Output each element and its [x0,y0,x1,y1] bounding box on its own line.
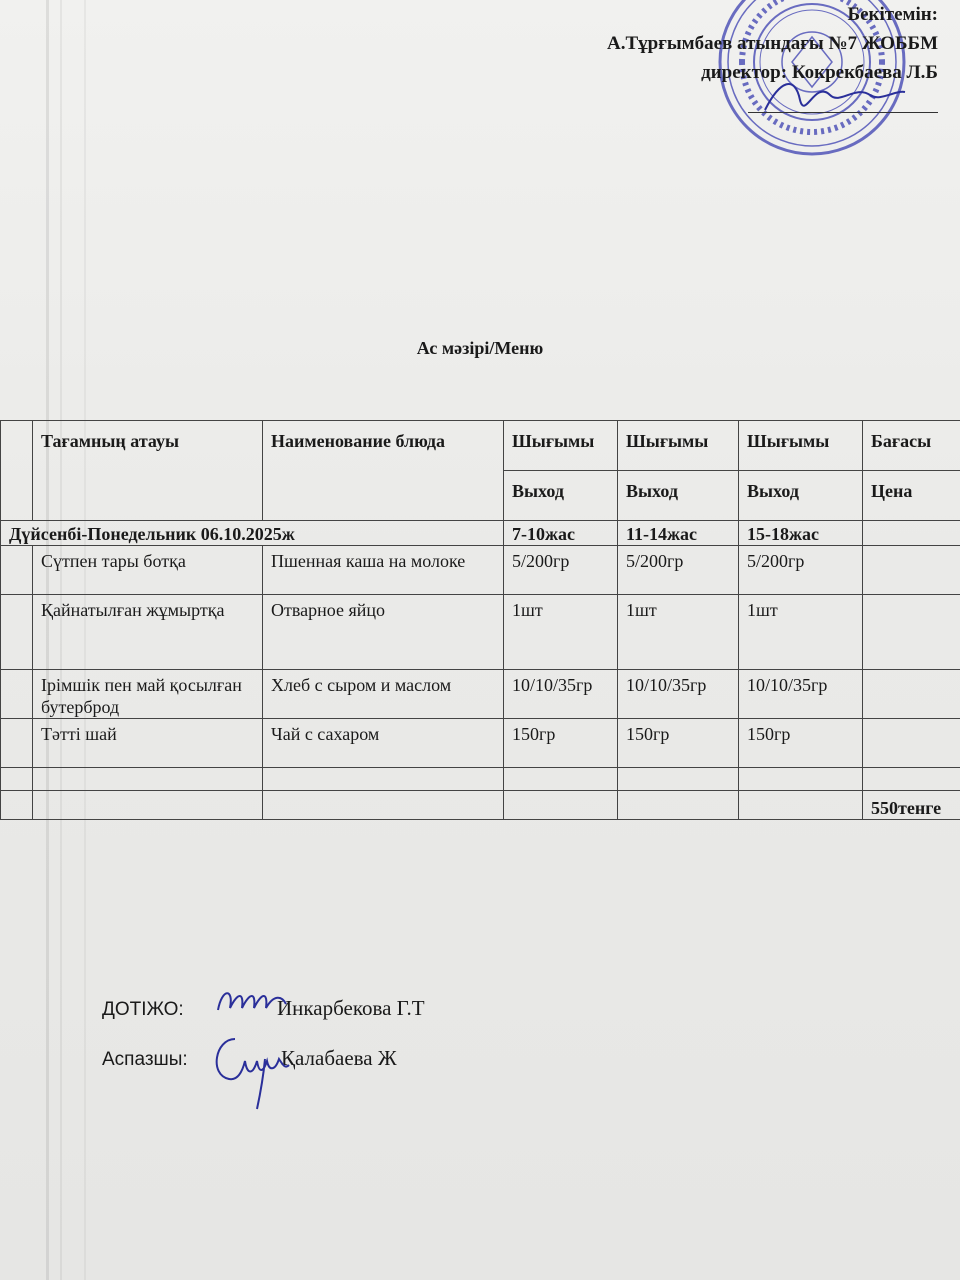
table-cell [504,791,618,820]
age-group: 11-14жас [618,521,739,546]
output-value: 5/200гр [739,546,863,595]
approval-school: А.Тұрғымбаев атындағы №7 ЖОББМ [607,33,938,54]
approval-heading: Бекітемін: [847,4,938,25]
dotizho-label: ДОТІЖО: [102,999,184,1020]
header-output-kz: Шығымы [739,421,863,471]
table-cell [33,791,263,820]
output-value: 150гр [504,719,618,768]
dish-name-kz: Сүтпен тары ботқа [33,546,263,595]
header-output-ru: Выход [618,471,739,521]
header-output-ru: Выход [504,471,618,521]
header-price-kz: Бағасы [863,421,960,471]
output-value: 150гр [739,719,863,768]
cook-signature [205,1025,295,1115]
age-group: 15-18жас [739,521,863,546]
header-name-ru: Наименование блюда [263,421,504,521]
table-cell [33,768,263,791]
dish-name-ru: Чай с сахаром [263,719,504,768]
table-margin-cell [1,421,33,521]
output-value: 1шт [618,595,739,670]
table-margin-cell [1,595,33,670]
dish-name-kz: Тәтті шай [33,719,263,768]
output-value: 5/200гр [504,546,618,595]
header-price-ru: Цена [863,471,960,521]
table-row [1,719,960,768]
price-cell [863,546,960,595]
table-cell [1,768,33,791]
director-signature [760,70,910,125]
table-cell [263,791,504,820]
dish-name-kz: Қайнатылған жұмыртқа [33,595,263,670]
table-cell [504,768,618,791]
total-row [1,791,960,820]
table-cell [618,768,739,791]
output-value: 1шт [504,595,618,670]
output-value: 10/10/35гр [739,670,863,719]
table-cell [739,791,863,820]
cook-label: Аспазшы: [102,1049,188,1070]
table-cell [863,768,960,791]
day-row [1,521,960,546]
output-value: 5/200гр [618,546,739,595]
table-cell [263,768,504,791]
table-row [1,546,960,595]
dotizho-name: Инкарбекова Г.Т [277,996,425,1020]
table-margin-cell [1,546,33,595]
price-cell [863,595,960,670]
output-value: 1шт [739,595,863,670]
table-header-row [1,421,960,471]
table-cell [1,791,33,820]
output-value: 150гр [618,719,739,768]
price-cell [863,719,960,768]
empty-row [1,768,960,791]
cook-name: Қалабаева Ж [281,1046,397,1070]
header-name-kz: Тағамның атауы [33,421,263,521]
header-output-kz: Шығымы [618,421,739,471]
day-label: Дүйсенбі-Понедельник 06.10.2025ж [1,521,504,546]
dish-name-kz: Ірімшік пен май қосылған бутерброд [33,670,263,719]
dish-name-ru: Хлеб с сыром и маслом [263,670,504,719]
menu-table [0,420,960,820]
price-cell [863,670,960,719]
menu-title: Ас мәзірі/Меню [416,338,544,358]
age-group: 7-10жас [504,521,618,546]
total-price: 550тенге [863,791,960,820]
table-cell [863,521,960,546]
table-row [1,670,960,719]
header-output-kz: Шығымы [504,421,618,471]
header-output-ru: Выход [739,471,863,521]
table-row [1,595,960,670]
dish-name-ru: Пшенная каша на молоке [263,546,504,595]
table-margin-cell [1,670,33,719]
dish-name-ru: Отварное яйцо [263,595,504,670]
dotizho-signature [212,982,292,1022]
table-cell [618,791,739,820]
output-value: 10/10/35гр [618,670,739,719]
table-margin-cell [1,719,33,768]
table-cell [739,768,863,791]
output-value: 10/10/35гр [504,670,618,719]
approval-director: директор: Кокрекбаева Л.Б [701,62,938,83]
